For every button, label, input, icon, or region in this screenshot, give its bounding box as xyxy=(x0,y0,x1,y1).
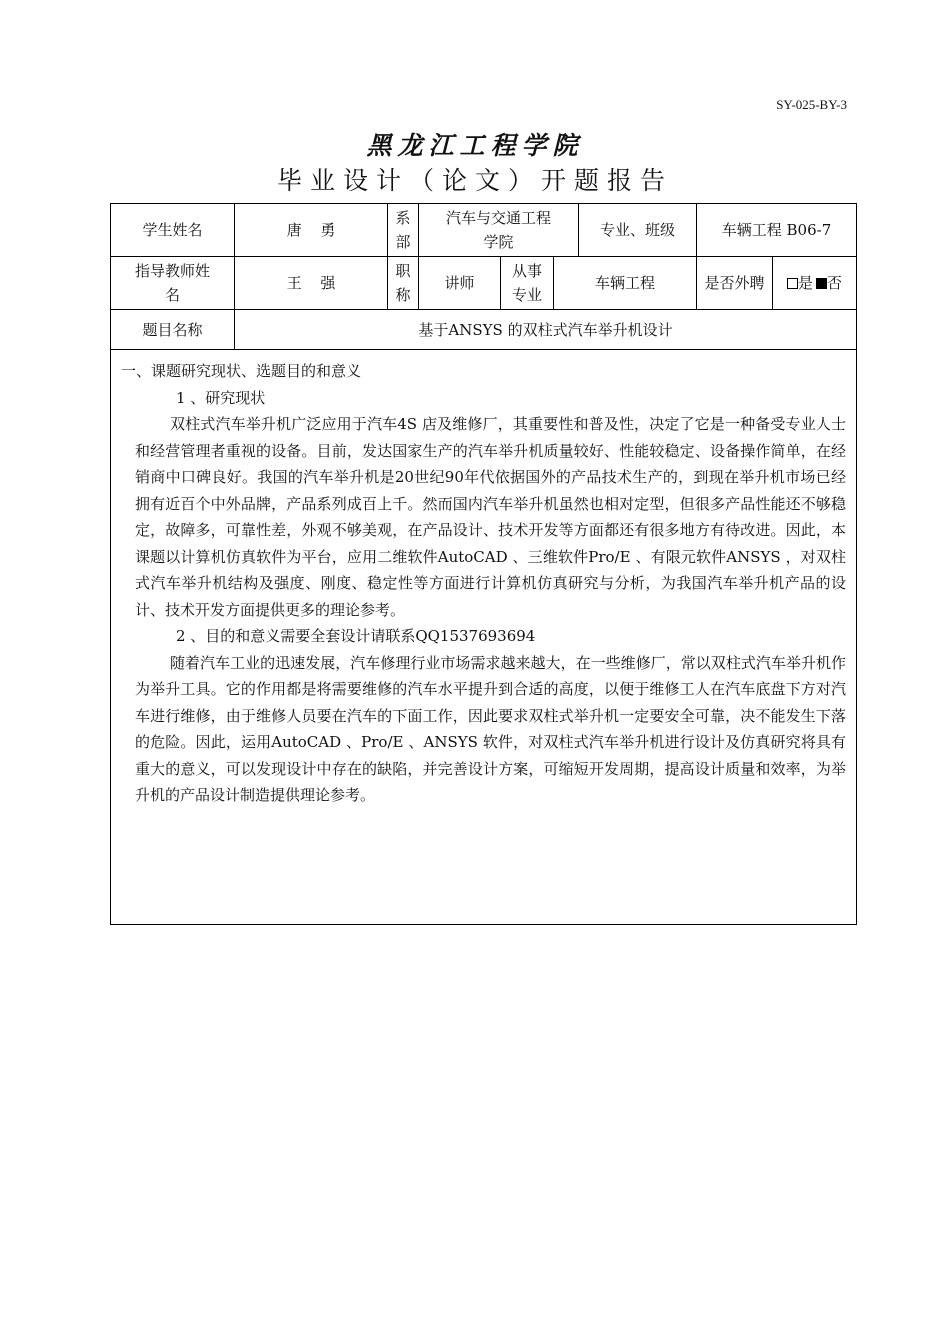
yes-label: 是 xyxy=(797,274,813,292)
school-name: 黑龙江工程学院 xyxy=(366,131,584,160)
advisor-label: 指导教师姓名 xyxy=(134,262,210,304)
no-label: 否 xyxy=(827,274,843,292)
major-class: 车辆工程 B06-7 xyxy=(721,221,832,239)
subsection-heading: 1 、研究现状 xyxy=(176,388,266,407)
subsection-heading: 2 、目的和意义需要全套设计请联系QQ1537693694 xyxy=(176,627,536,645)
topic-label: 题目名称 xyxy=(142,320,203,339)
paragraph: 随着汽车工业的迅速发展，汽车修理行业市场需求越来越大，在一些维修厂，常以双柱式汽车举升机作为举升工具。它的作用都是将需要维修的汽车水平提升到合适的高度，以便于维修工人在汽车底盘下方对汽车进行维修，由于维修人员要在汽车的下面工作，因此要求双柱式举升机一定要安全可靠，决不能发生下落的危险。因此，运用AutoCAD 、Pro/E 、ANSYS 软件，对双柱式汽车举升机进行设计及仿真研究将具有重大的意义，可以发现设计中存在的缺陷，并完善设计方案，可缩短开发周期，提高设计质量和效率，为举升机的产品设计制造提供理论参考。 xyxy=(135,653,846,804)
document-code: SY-025-BY-3 xyxy=(776,97,847,112)
advisor-name: 王 强 xyxy=(286,274,336,292)
field-label: 从事专业 xyxy=(511,262,542,304)
external-choice xyxy=(773,257,856,309)
report-content xyxy=(111,350,856,809)
paragraph: 双柱式汽车举升机广泛应用于汽车4S 店及维修厂，其重要性和普及性，决定了它是一种备受专业人士和经营管理者重视的设备。目前，发达国家生产的汽车举升机质量较好、性能较稳定、设备操作简单，在经销商中口碑良好。我国的汽车举升机是20世纪90年代依据国外的产品技术生产的，到现在举升机市场已经拥有近百个中外品牌，产品系列成百上千。然而国内汽车举升机虽然也相对定型，但很多产品性能还不够稳定，故障多，可靠性差，外观不够美观，在产品设计、技术开发等方面都还有很多地方有待改进。因此，本课题以计算机仿真软件为平台，应用二维软件AutoCAD 、三维软件Pro/E 、有限元软件ANSYS ，对双柱式汽车举升机结构及强度、刚度、稳定性等方面进行计算机仿真研究与分析，为我国汽车举升机产品的设计、技术开发方面提供更多的理论参考。 xyxy=(135,415,846,619)
major-class-label: 专业、班级 xyxy=(599,221,675,239)
title-value: 讲师 xyxy=(444,274,475,292)
section-heading: 一、课题研究现状、选题目的和意义 xyxy=(121,362,362,380)
field-value: 车辆工程 xyxy=(594,274,655,292)
yes-checkbox[interactable] xyxy=(787,278,798,289)
external-label: 是否外聘 xyxy=(704,274,765,292)
student-name-label: 学生姓名 xyxy=(142,221,203,239)
report-table xyxy=(110,203,857,925)
report-title: 毕业设计（论文）开题报告 xyxy=(276,166,673,195)
no-checkbox[interactable] xyxy=(816,278,827,289)
topic-title: 基于ANSYS 的双柱式汽车举升机设计 xyxy=(418,320,673,339)
student-name: 唐 勇 xyxy=(286,221,336,239)
dept-label: 系部 xyxy=(395,209,411,251)
department: 汽车与交通工程学院 xyxy=(445,209,551,251)
title-label: 职称 xyxy=(395,262,411,304)
